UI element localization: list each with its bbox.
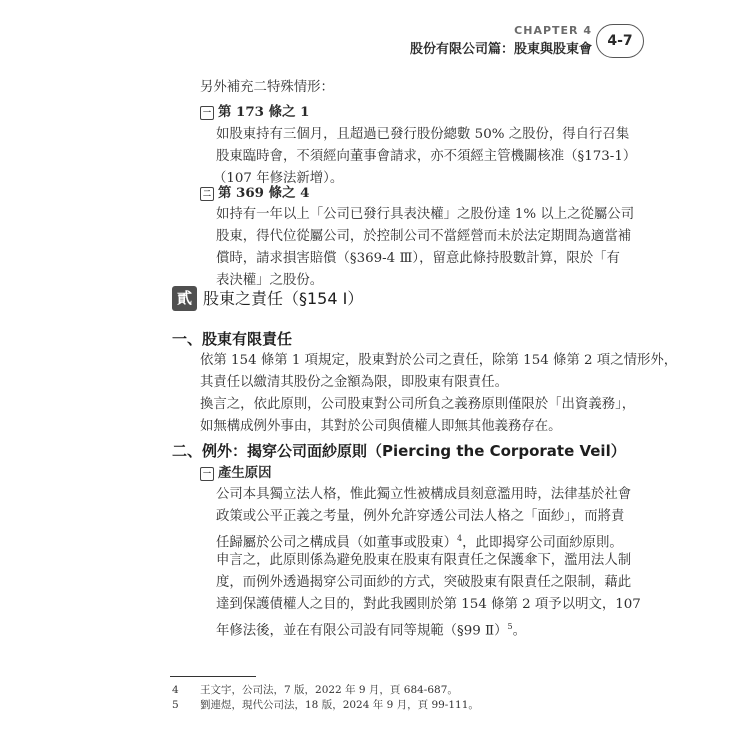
footnote-text: 劉連煜，現代公司法，18 版，2024 年 9 月，頁 99-111。 [200, 699, 479, 711]
chapter-label: CHAPTER 4 [514, 24, 592, 37]
case-1-marker: 一 [200, 106, 214, 120]
footnote-ref: 4 [457, 534, 463, 543]
case-2-line: 股東，得代位從屬公司，於控制公司不當經營而未於法定期間為適當補 [216, 229, 632, 244]
case-1-heading [200, 101, 309, 123]
footnote-ref: 5 [507, 622, 513, 631]
subsection-2-line-text: 。 [512, 623, 526, 639]
case-1-title: 第 173 條之 1 [218, 104, 310, 120]
footnote-number: 4 [172, 684, 179, 696]
case-2-line: 償時，請求損害賠償（§369-4 Ⅲ），留意此條持股數計算，限於「有 [216, 251, 620, 266]
subsection-2-line: 度，而例外透過揭穿公司面紗的方式，突破股東有限責任之限制，藉此 [216, 575, 632, 590]
case-2-line: 如持有一年以上「公司已發行具表決權」之股份達 1% 以上之從屬公司 [216, 207, 635, 222]
case-1-line: （107 年修法新增）。 [213, 171, 344, 186]
case-2-marker: 二 [200, 187, 214, 201]
subsection-2-line: 公司本具獨立法人格，惟此獨立性被構成員刻意濫用時，法律基於社會 [216, 487, 632, 502]
case-2-line: 表決權」之股份。 [216, 273, 324, 288]
subsection-2-heading: 二、例外：揭穿公司面紗原則（Piercing the Corporate Veil） [172, 442, 626, 460]
subsection-2-line-text: 任歸屬於公司之構成員（如董事或股東） [216, 535, 458, 551]
footnote-number: 5 [172, 699, 179, 711]
subsection-1-heading: 一、股東有限責任 [172, 330, 293, 348]
section-title: 股東之責任（§154 Ⅰ） [203, 289, 364, 308]
case-1-line: 如股東持有三個月，且超過已發行股份總數 50% 之股份，得自行召集 [216, 127, 630, 142]
subsection-2-item-heading [200, 462, 272, 484]
page-number: 4-7 [596, 24, 644, 58]
case-2-heading [200, 182, 309, 204]
case-2-title: 第 369 條之 4 [218, 185, 310, 201]
subsection-2-item-marker: 一 [200, 467, 214, 481]
section-marker: 貳 [172, 286, 197, 311]
case-1-line: 股東臨時會，不須經向董事會請求，亦不須經主管機關核准（§173-1） [216, 149, 637, 164]
subsection-2-line [216, 616, 526, 642]
subsection-1-line: 依第 154 條第 1 項規定，股東對於公司之責任，除第 154 條第 2 項之情形外， [200, 353, 678, 368]
subsection-2-line-text: ，此即揭穿公司面紗原則。 [462, 535, 623, 551]
subsection-2-line: 申言之，此原則係為避免股東在股東有限責任之保護傘下，濫用法人制 [216, 553, 632, 568]
subsection-1-line: 如無構成例外事由，其對於公司與債權人即無其他義務存在。 [200, 419, 562, 434]
subsection-1-line: 換言之，依此原則，公司股東對公司所負之義務原則僅限於「出資義務」， [200, 397, 636, 412]
footnote [172, 683, 458, 698]
footnote-divider [170, 676, 256, 677]
intro-text: 另外補充二特殊情形： [200, 80, 334, 95]
footnote-text: 王文宇，公司法，7 版，2022 年 9 月，頁 684-687。 [200, 684, 458, 696]
subsection-2-line: 達到保護債權人之目的，對此我國則於第 154 條第 2 項予以明文，107 [216, 597, 641, 612]
subsection-1-line: 其責任以繳清其股份之金額為限，即股東有限責任。 [200, 375, 508, 390]
subsection-2-item-title: 產生原因 [218, 465, 272, 481]
subsection-2-line-text: 年修法後，並在有限公司設有同等規範（§99 Ⅱ） [216, 623, 508, 639]
chapter-title: 股份有限公司篇：股東與股東會 [409, 42, 592, 57]
footnote [172, 698, 479, 713]
subsection-2-line: 政策或公平正義之考量，例外允許穿透公司法人格之「面紗」，而將責 [216, 509, 625, 524]
